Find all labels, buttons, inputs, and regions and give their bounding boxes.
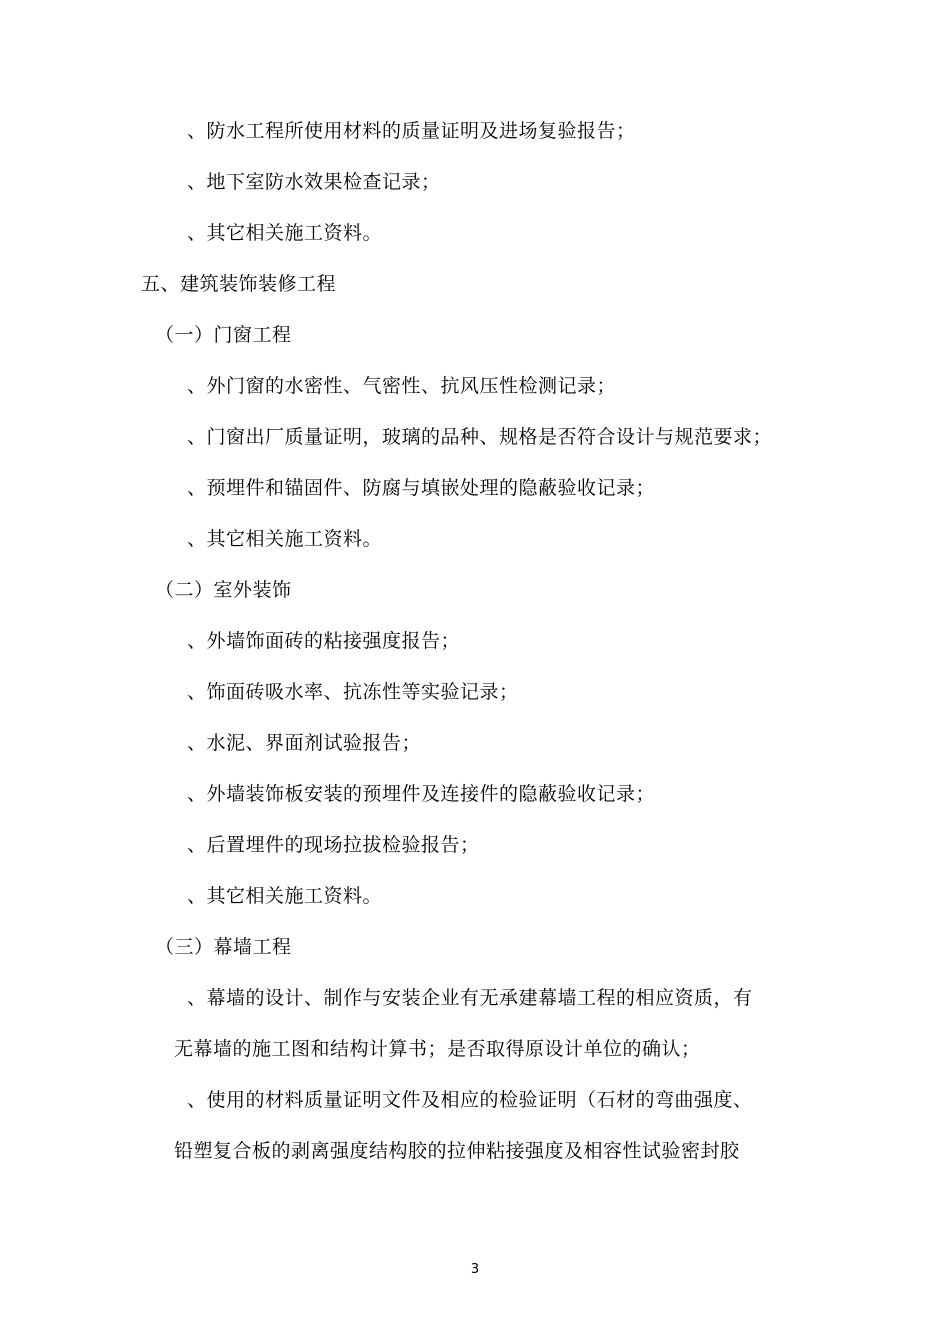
list-item-other-materials-2: 、其它相关施工资料。 (187, 528, 383, 550)
paragraph-material-certificates-cont: 铅塑复合板的剥离强度结构胶的拉伸粘接强度及相容性试验密封胶 (174, 1140, 740, 1162)
list-item-basement-waterproof: 、地下室防水效果检查记录； (187, 171, 441, 193)
list-item-cement-report: 、水泥、界面剂试验报告； (187, 732, 422, 754)
list-item-pullout-test: 、后置埋件的现场拉拔检验报告； (187, 834, 480, 856)
paragraph-material-certificates: 、使用的材料质量证明文件及相应的检验证明（石材的弯曲强度、 (187, 1089, 753, 1111)
list-item-tile-absorption: 、饰面砖吸水率、抗冻性等实验记录； (187, 681, 519, 703)
page-number: 3 (470, 1262, 480, 1277)
subsection-heading-1: （一）门窗工程 (155, 324, 292, 346)
list-item-tile-bond: 、外墙饰面砖的粘接强度报告； (187, 630, 461, 652)
paragraph-curtain-wall-qualification: 、幕墙的设计、制作与安装企业有无承建幕墙工程的相应资质，有 (187, 987, 753, 1009)
list-item-panel-embedded: 、外墙装饰板安装的预埋件及连接件的隐蔽验收记录； (187, 783, 656, 805)
list-item-other-materials-1: 、其它相关施工资料。 (187, 222, 383, 244)
paragraph-curtain-wall-qualification-cont: 无幕墙的施工图和结构计算书；是否取得原设计单位的确认； (174, 1038, 701, 1060)
list-item-embedded-parts: 、预埋件和锚固件、防腐与填嵌处理的隐蔽验收记录； (187, 477, 656, 499)
list-item-window-certificate: 、门窗出厂质量证明，玻璃的品种、规格是否符合设计与规范要求； (187, 426, 773, 448)
section-heading-5: 五、建筑装饰装修工程 (141, 273, 337, 295)
subsection-heading-2: （二）室外装饰 (155, 579, 292, 601)
subsection-heading-3: （三）幕墙工程 (155, 936, 292, 958)
list-item-other-materials-3: 、其它相关施工资料。 (187, 885, 383, 907)
list-item-waterproof-materials: 、防水工程所使用材料的质量证明及进场复验报告； (187, 120, 636, 142)
list-item-window-tightness: 、外门窗的水密性、气密性、抗风压性检测记录； (187, 375, 617, 397)
